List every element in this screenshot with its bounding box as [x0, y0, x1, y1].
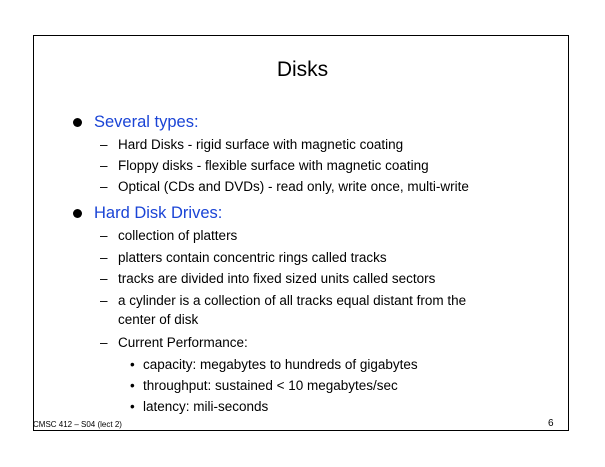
- dash-icon: –: [100, 250, 108, 265]
- list-item-text: tracks are divided into fixed sized units called sectors: [118, 271, 436, 286]
- bullet-icon: [73, 118, 82, 127]
- dash-icon: –: [100, 179, 108, 194]
- section-heading: Several types:: [94, 113, 199, 131]
- list-item-text: center of disk: [118, 312, 199, 327]
- section-heading: Hard Disk Drives:: [94, 204, 223, 222]
- bullet-icon: [73, 209, 82, 218]
- small-bullet-icon: •: [130, 378, 135, 393]
- list-item-text: Current Performance:: [118, 335, 248, 350]
- sub-list-item-text: latency: mili-seconds: [143, 399, 269, 414]
- dash-icon: –: [100, 293, 108, 308]
- list-item-text: collection of platters: [118, 228, 238, 243]
- small-bullet-icon: •: [130, 357, 135, 372]
- sub-list-item-text: throughput: sustained < 10 megabytes/sec: [143, 378, 398, 393]
- list-item-text: Optical (CDs and DVDs) - read only, write once, multi-write: [118, 179, 469, 194]
- list-item-text: Floppy disks - flexible surface with magnetic coating: [118, 158, 429, 173]
- list-item-text: Hard Disks - rigid surface with magnetic coating: [118, 137, 404, 152]
- dash-icon: –: [100, 271, 108, 286]
- dash-icon: –: [100, 158, 108, 173]
- footer-course-label: CMSC 412 – S04 (lect 2): [33, 420, 122, 429]
- dash-icon: –: [100, 137, 108, 152]
- dash-icon: –: [100, 228, 108, 243]
- page-number: 6: [548, 418, 554, 429]
- sub-list-item-text: capacity: megabytes to hundreds of gigabytes: [143, 357, 418, 372]
- slide-title: Disks: [276, 58, 329, 81]
- dash-icon: –: [100, 335, 108, 350]
- small-bullet-icon: •: [130, 399, 135, 414]
- list-item-text: platters contain concentric rings called tracks: [118, 250, 387, 265]
- list-item-text: a cylinder is a collection of all tracks equal distant from the: [118, 293, 467, 308]
